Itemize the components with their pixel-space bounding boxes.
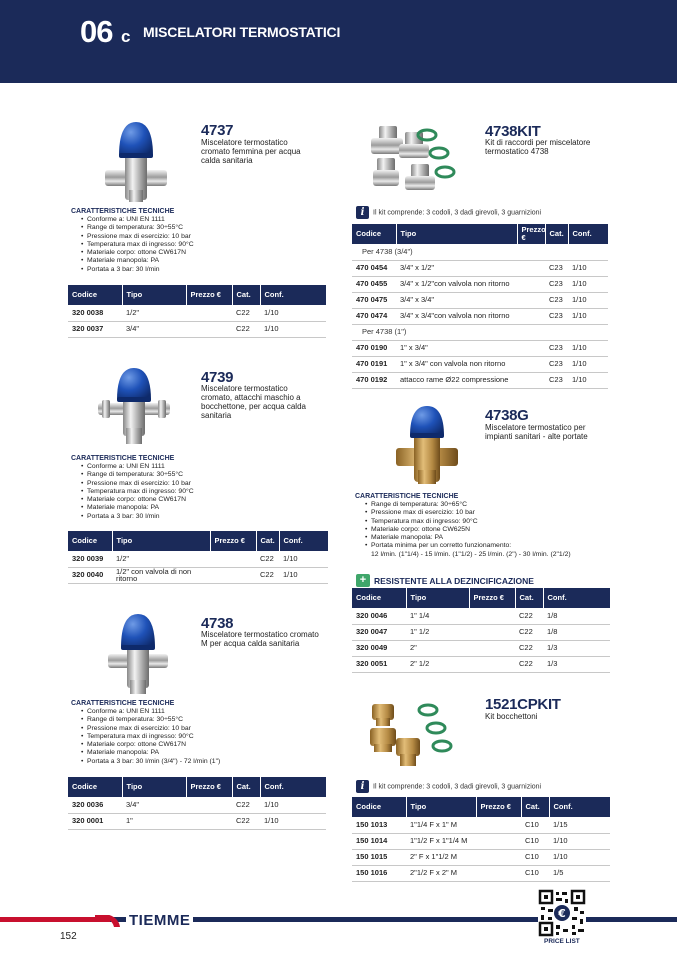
product-4739-image <box>98 366 170 446</box>
table-row <box>352 276 608 292</box>
cell-tipo: attacco rame Ø22 compressione <box>396 372 517 388</box>
cell-cat: C22 <box>232 813 260 829</box>
spec-item: • Range di temperatura: 30÷55°C <box>71 716 220 724</box>
cell-conf: 1/8 <box>543 608 610 624</box>
cell-tipo: 3/4" x 1/2"con valvola non ritorno <box>396 276 517 292</box>
cell-tipo: 1" x 3/4" con valvola non ritorno <box>396 356 517 372</box>
cell-conf: 1/10 <box>279 551 328 567</box>
cell-conf: 1/10 <box>549 849 610 865</box>
cell-prezzo <box>186 813 232 829</box>
col-prezzo: Prezzo € <box>476 797 521 817</box>
cell-tipo: 1/2" <box>122 305 186 321</box>
cell-prezzo <box>517 292 545 308</box>
product-4739-specs <box>71 455 194 521</box>
table-row <box>68 321 326 337</box>
brand-logo: TIEMME <box>126 912 193 929</box>
table-row <box>352 640 610 656</box>
cell-prezzo <box>469 608 515 624</box>
spec-item: • Range di temperatura: 30÷65°C <box>355 501 571 509</box>
cell-codice: 320 0039 <box>68 551 112 567</box>
col-cat: Cat. <box>256 531 279 551</box>
col-conf: Conf. <box>260 777 326 797</box>
cell-prezzo <box>517 372 545 388</box>
cell-tipo: 3/4" <box>122 321 186 337</box>
col-tipo: Tipo <box>406 588 469 608</box>
cell-cat: C10 <box>521 817 549 833</box>
cell-prezzo <box>469 640 515 656</box>
spec-item: • Conforme a: UNI EN 1111 <box>71 708 220 716</box>
col-conf: Conf. <box>543 588 610 608</box>
spec-item: • Pressione max di esercizio: 10 bar <box>71 725 220 733</box>
col-codice: Codice <box>352 588 406 608</box>
qr-code-icon[interactable] <box>538 889 586 937</box>
info-text: Il kit comprende: 3 codoli, 3 dadi girevoli, 3 guarnizioni <box>373 783 542 791</box>
cell-codice: 320 0001 <box>68 813 122 829</box>
cell-tipo: 1"1/2 F x 1"1/4 M <box>406 833 476 849</box>
cell-conf: 1/10 <box>260 321 326 337</box>
cell-tipo: 1" 1/4 <box>406 608 469 624</box>
cell-tipo: 3/4" x 3/4"con valvola non ritorno <box>396 308 517 324</box>
col-codice: Codice <box>352 797 406 817</box>
col-conf: Conf. <box>568 224 608 244</box>
cell-tipo: 1" <box>122 813 186 829</box>
cell-prezzo <box>469 656 515 672</box>
product-4738g-image <box>396 404 458 484</box>
cell-cat: C23 <box>545 260 568 276</box>
cell-prezzo <box>210 551 256 567</box>
spec-item: • Temperatura max di ingresso: 90°C <box>71 488 194 496</box>
cell-prezzo <box>186 797 232 813</box>
col-tipo: Tipo <box>406 797 476 817</box>
cell-tipo: 1/2" <box>112 551 210 567</box>
cell-codice: 470 0190 <box>352 340 396 356</box>
cell-cat: C23 <box>545 372 568 388</box>
col-cat: Cat. <box>232 285 260 305</box>
group-label: Per 4738 (1") <box>352 324 608 340</box>
cell-prezzo <box>476 817 521 833</box>
plus-icon: + <box>356 574 370 587</box>
cell-codice: 320 0040 <box>68 567 112 583</box>
cell-conf: 1/10 <box>549 833 610 849</box>
table-group-row <box>352 244 608 260</box>
product-4738kit-table <box>352 224 608 389</box>
info-icon: i <box>356 206 369 219</box>
spec-item: • Materiale manopola: PA <box>355 534 571 542</box>
product-4738g-code: 4738G <box>485 407 529 424</box>
cell-tipo: 2"1/2 F x 2" M <box>406 865 476 881</box>
col-codice: Codice <box>68 777 122 797</box>
cell-codice: 470 0474 <box>352 308 396 324</box>
resistance-text: RESISTENTE ALLA DEZINCIFICAZIONE <box>374 575 534 586</box>
cell-codice: 470 0454 <box>352 260 396 276</box>
table-row <box>352 865 610 881</box>
table-row <box>68 305 326 321</box>
cell-conf: 1/10 <box>568 356 608 372</box>
product-4737-specs <box>71 208 194 274</box>
specs-title: CARATTERISTICHE TECNICHE <box>355 493 459 500</box>
cell-codice: 320 0037 <box>68 321 122 337</box>
product-1521cpkit-info <box>356 780 541 793</box>
cell-prezzo <box>517 340 545 356</box>
spec-item: • Materiale corpo: ottone CW625N <box>355 526 571 534</box>
product-4738-image <box>108 612 168 694</box>
cell-cat: C22 <box>256 551 279 567</box>
col-codice: Codice <box>68 285 122 305</box>
col-conf: Conf. <box>549 797 610 817</box>
col-conf: Conf. <box>279 531 328 551</box>
spec-item: • Temperatura max di ingresso: 90°C <box>71 241 194 249</box>
product-1521cpkit-image <box>366 698 466 770</box>
table-row <box>68 813 326 829</box>
spec-item: • Materiale manopola: PA <box>71 504 194 512</box>
cell-conf: 1/10 <box>260 813 326 829</box>
cell-cat: C22 <box>256 567 279 583</box>
cell-prezzo <box>517 308 545 324</box>
cell-tipo: 3/4" <box>122 797 186 813</box>
cell-cat: C22 <box>232 797 260 813</box>
cell-cat: C23 <box>545 292 568 308</box>
col-cat: Cat. <box>521 797 549 817</box>
spec-item: • Materiale corpo: ottone CW617N <box>71 249 194 257</box>
table-row <box>352 292 608 308</box>
col-codice: Codice <box>68 531 112 551</box>
product-4738g-description: Miscelatore termostatico per impianti sanitari - alte portate <box>485 423 588 441</box>
cell-codice: 470 0455 <box>352 276 396 292</box>
table-row <box>352 372 608 388</box>
product-4739-code: 4739 <box>201 369 234 386</box>
cell-codice: 320 0049 <box>352 640 406 656</box>
product-4738g-table <box>352 588 610 673</box>
table-row <box>352 260 608 276</box>
table-row <box>352 833 610 849</box>
cell-codice: 320 0051 <box>352 656 406 672</box>
cell-cat: C23 <box>545 276 568 292</box>
page-number: 152 <box>60 931 77 942</box>
cell-conf: 1/10 <box>279 567 328 583</box>
product-4738kit-info <box>356 206 541 219</box>
col-cat: Cat. <box>232 777 260 797</box>
spec-item: • Temperatura max di ingresso: 90°C <box>71 733 220 741</box>
cell-cat: C10 <box>521 849 549 865</box>
cell-prezzo <box>469 624 515 640</box>
col-codice: Codice <box>352 224 396 244</box>
col-cat: Cat. <box>515 588 543 608</box>
col-tipo: Tipo <box>122 777 186 797</box>
product-4738-specs <box>71 700 220 766</box>
product-4737-image <box>105 120 167 202</box>
cell-prezzo <box>476 849 521 865</box>
table-group-row <box>352 324 608 340</box>
cell-conf: 1/5 <box>549 865 610 881</box>
spec-item: • Range di temperatura: 30÷55°C <box>71 471 194 479</box>
product-4737-description: Miscelatore termostatico cromato femmina per acqua calda sanitaria <box>201 138 301 165</box>
table-row <box>352 656 610 672</box>
col-prezzo: Prezzo € <box>186 285 232 305</box>
product-4739-table <box>68 531 328 584</box>
col-tipo: Tipo <box>112 531 210 551</box>
cell-codice: 470 0475 <box>352 292 396 308</box>
cell-conf: 1/15 <box>549 817 610 833</box>
info-text: Il kit comprende: 3 codoli, 3 dadi girevoli, 3 guarnizioni <box>373 209 542 217</box>
cell-conf: 1/8 <box>543 624 610 640</box>
cell-prezzo <box>476 865 521 881</box>
cell-cat: C22 <box>232 305 260 321</box>
table-row <box>68 567 328 583</box>
cell-cat: C10 <box>521 833 549 849</box>
col-prezzo: Prezzo € <box>517 224 545 244</box>
product-4738kit-code: 4738KIT <box>485 123 541 140</box>
spec-item: • Pressione max di esercizio: 10 bar <box>71 480 194 488</box>
spec-item-continuation: 12 l/min. (1"1/4) - 15 l/min. (1"1/2) - 25 l/min. (2") - 30 l/min. (2"1/2) <box>371 550 571 558</box>
cell-tipo: 2" <box>406 640 469 656</box>
product-1521cpkit-code: 1521CPKIT <box>485 696 561 713</box>
spec-item: • Portata a 3 bar: 30 l/min <box>71 513 194 521</box>
cell-prezzo <box>517 276 545 292</box>
spec-item: • Materiale corpo: ottone CW617N <box>71 741 220 749</box>
table-row <box>352 340 608 356</box>
spec-item: • Portata minima per un corretto funzionamento: <box>355 542 571 550</box>
chapter-letter: c <box>121 27 131 46</box>
chapter-number: 06 <box>80 14 113 49</box>
cell-conf: 1/10 <box>568 372 608 388</box>
spec-item: • Materiale manopola: PA <box>71 749 220 757</box>
cell-tipo: 1"1/4 F x 1" M <box>406 817 476 833</box>
cell-cat: C23 <box>545 356 568 372</box>
spec-item: • Materiale manopola: PA <box>71 257 194 265</box>
cell-conf: 1/10 <box>568 276 608 292</box>
cell-prezzo <box>186 305 232 321</box>
spec-item: • Pressione max di esercizio: 10 bar <box>355 509 571 517</box>
cell-tipo: 1" x 3/4" <box>396 340 517 356</box>
product-4737-code: 4737 <box>201 122 234 139</box>
cell-codice: 150 1013 <box>352 817 406 833</box>
page-header <box>0 0 677 83</box>
col-prezzo: Prezzo € <box>469 588 515 608</box>
col-cat: Cat. <box>545 224 568 244</box>
product-4737-table <box>68 285 326 338</box>
cell-tipo: 3/4" x 1/2" <box>396 260 517 276</box>
col-conf: Conf. <box>260 285 326 305</box>
euro-symbol: € <box>558 907 566 920</box>
cell-codice: 150 1015 <box>352 849 406 865</box>
cell-cat: C23 <box>545 340 568 356</box>
cell-codice: 470 0192 <box>352 372 396 388</box>
cell-conf: 1/10 <box>568 292 608 308</box>
table-row <box>352 817 610 833</box>
spec-item: • Conforme a: UNI EN 1111 <box>71 216 194 224</box>
specs-title: CARATTERISTICHE TECNICHE <box>71 700 175 707</box>
product-4738g-specs <box>355 493 571 559</box>
cell-prezzo <box>186 321 232 337</box>
cell-conf: 1/10 <box>568 308 608 324</box>
cell-codice: 470 0191 <box>352 356 396 372</box>
specs-title: CARATTERISTICHE TECNICHE <box>71 455 175 462</box>
chapter-title: MISCELATORI TERMOSTATICI <box>143 24 341 40</box>
cell-conf: 1/10 <box>260 305 326 321</box>
cell-cat: C10 <box>521 865 549 881</box>
cell-prezzo <box>476 833 521 849</box>
cell-tipo: 3/4" x 3/4" <box>396 292 517 308</box>
cell-codice: 320 0046 <box>352 608 406 624</box>
spec-item: • Portata a 3 bar: 30 l/min <box>71 266 194 274</box>
table-row <box>352 308 608 324</box>
cell-tipo: 2" F x 1"1/2 M <box>406 849 476 865</box>
cell-codice: 150 1014 <box>352 833 406 849</box>
cell-cat: C22 <box>515 640 543 656</box>
product-1521cpkit-description: Kit bocchettoni <box>485 712 538 721</box>
cell-cat: C22 <box>232 321 260 337</box>
col-prezzo: Prezzo € <box>210 531 256 551</box>
table-row <box>68 551 328 567</box>
cell-codice: 320 0038 <box>68 305 122 321</box>
col-tipo: Tipo <box>396 224 517 244</box>
table-row <box>352 624 610 640</box>
spec-item: • Range di temperatura: 30÷55°C <box>71 224 194 232</box>
info-icon: i <box>356 780 369 793</box>
cell-cat: C22 <box>515 624 543 640</box>
table-row <box>68 797 326 813</box>
cell-prezzo <box>517 260 545 276</box>
spec-item: • Materiale corpo: ottone CW617N <box>71 496 194 504</box>
group-label: Per 4738 (3/4") <box>352 244 608 260</box>
cell-codice: 320 0036 <box>68 797 122 813</box>
cell-cat: C22 <box>515 656 543 672</box>
specs-title: CARATTERISTICHE TECNICHE <box>71 208 175 215</box>
cell-cat: C23 <box>545 308 568 324</box>
cell-prezzo <box>517 356 545 372</box>
cell-codice: 150 1016 <box>352 865 406 881</box>
product-4739-description: Miscelatore termostatico cromato, attacchi maschio a bocchettone, per acqua calda sanitaria <box>201 384 306 420</box>
spec-item: • Pressione max di esercizio: 10 bar <box>71 233 194 241</box>
spec-item: • Conforme a: UNI EN 1111 <box>71 463 194 471</box>
spec-item: • Temperatura max di ingresso: 90°C <box>355 518 571 526</box>
product-4738-table <box>68 777 326 830</box>
table-row <box>352 849 610 865</box>
cell-cat: C22 <box>515 608 543 624</box>
cell-conf: 1/10 <box>568 260 608 276</box>
cell-tipo: 1" 1/2 <box>406 624 469 640</box>
cell-tipo: 2" 1/2 <box>406 656 469 672</box>
cell-codice: 320 0047 <box>352 624 406 640</box>
cell-prezzo <box>210 567 256 583</box>
product-4738kit-description: Kit di raccordi per miscelatore termostatico 4738 <box>485 138 591 156</box>
table-row <box>352 356 608 372</box>
product-4738-description: Miscelatore termostatico cromato M per acqua calda sanitaria <box>201 630 319 648</box>
product-4738-code: 4738 <box>201 615 234 632</box>
spec-item: • Portata a 3 bar: 30 l/min (3/4") - 72 l/min (1") <box>71 758 220 766</box>
col-tipo: Tipo <box>122 285 186 305</box>
product-1521cpkit-table <box>352 797 610 882</box>
cell-tipo: 1/2" con valvola di non ritorno <box>112 567 210 583</box>
product-4738kit-image <box>365 122 470 192</box>
table-row <box>352 608 610 624</box>
price-list-label: PRICE LIST <box>544 938 580 945</box>
col-prezzo: Prezzo € <box>186 777 232 797</box>
cell-conf: 1/3 <box>543 656 610 672</box>
cell-conf: 1/3 <box>543 640 610 656</box>
cell-conf: 1/10 <box>260 797 326 813</box>
cell-conf: 1/10 <box>568 340 608 356</box>
